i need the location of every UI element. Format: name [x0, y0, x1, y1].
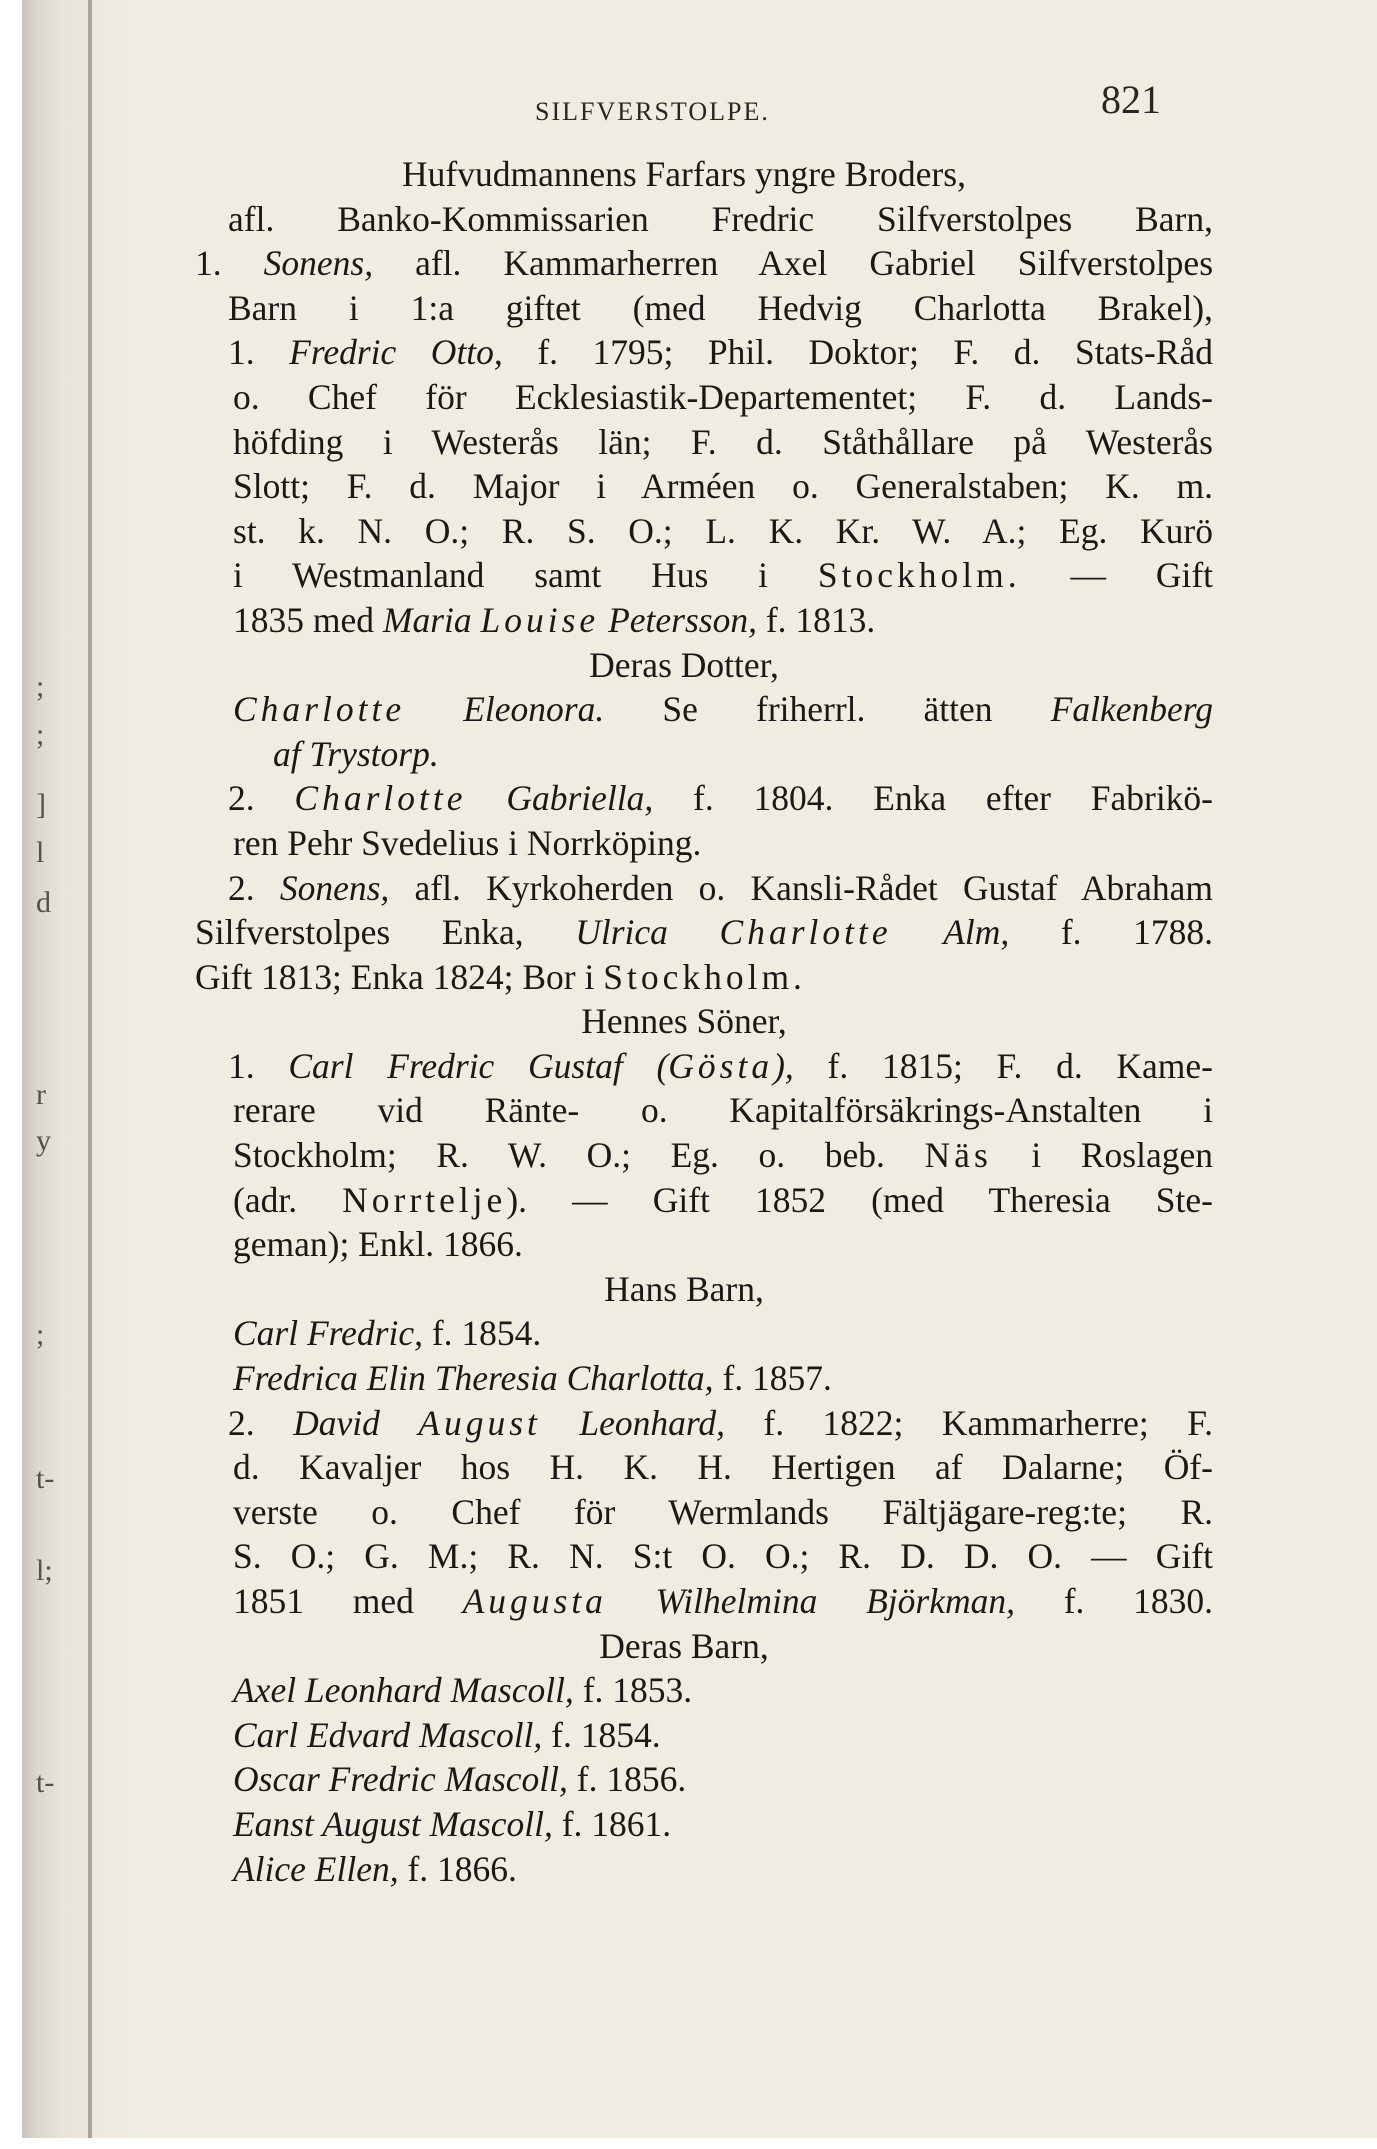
text-line: Carl Edvard Mascoll, f. 1854. [233, 1714, 661, 1755]
text-line: st. k. N. O.; R. S. O.; L. K. Kr. W. A.; Eg. Kurö [233, 510, 1213, 551]
text-line: afl. Banko-Kommissarien Fredric Silfverstolpes Barn, [228, 198, 1213, 239]
text-line: verste o. Chef för Wermlands Fältjägare-reg:te; R. [233, 1491, 1213, 1532]
margin-mark: r [36, 1078, 46, 1111]
text-line: Stockholm; R. W. O.; Eg. o. beb. Näs i Roslagen [233, 1135, 1213, 1176]
subheading: Hennes Söner, [581, 1001, 787, 1042]
page-number: 821 [1101, 77, 1161, 122]
text-line: 1851 med Augusta Wilhelmina Björkman, f. 1830. [233, 1581, 1213, 1621]
text-line: 1835 med Maria Louise Petersson, f. 1813. [233, 599, 876, 640]
text-line: Alice Ellen, f. 1866. [233, 1848, 517, 1889]
text-line: Axel Leonhard Mascoll, f. 1853. [233, 1670, 693, 1711]
text-line: geman); Enkl. 1866. [233, 1224, 523, 1265]
text-line: ren Pehr Svedelius i Norrköping. [233, 822, 702, 863]
page-header [195, 60, 1213, 152]
text-line: af Trystorp. [273, 733, 439, 774]
text-line: Carl Fredric, f. 1854. [233, 1313, 542, 1354]
text-line: Silfverstolpes Enka, Ulrica Charlotte Alm, f. 1788. [195, 912, 1214, 953]
margin-mark: l [36, 836, 45, 869]
text-line: Oscar Fredric Mascoll, f. 1856. [233, 1759, 687, 1800]
page-text-block [195, 60, 1213, 1891]
text-line: 2. David August Leonhard, f. 1822; Kammarherre; F. [228, 1402, 1213, 1443]
text-line: Eanst August Mascoll, f. 1861. [233, 1803, 672, 1844]
text-line: Barn i 1:a giftet (med Hedvig Charlotta Brakel), [228, 287, 1213, 328]
text-line: 2. Sonens, afl. Kyrkoherden o. Kansli-Rådet Gustaf Abraham [228, 867, 1213, 908]
margin-mark: d [36, 886, 51, 919]
text-line: Charlotte Eleonora. Se friherrl. ätten Falkenberg [233, 689, 1213, 730]
scan-bottom-edge [0, 2138, 1377, 2149]
text-line: höfding i Westerås län; F. d. Ståthållare på Westerås [233, 421, 1213, 462]
text-line: 1. Sonens, afl. Kammarherren Axel Gabriel Silfverstolpes [195, 243, 1214, 284]
book-gutter [22, 0, 132, 2149]
margin-mark: ; [36, 718, 45, 751]
margin-mark: ; [36, 1318, 45, 1351]
text-line: rerare vid Ränte- o. Kapitalförsäkrings-Anstalten i [233, 1090, 1213, 1131]
text-line: Fredrica Elin Theresia Charlotta, f. 1857. [233, 1358, 832, 1399]
text-line: 1. Carl Fredric Gustaf (Gösta), f. 1815; F. d. Kame- [228, 1045, 1214, 1086]
page-fold-line [88, 0, 92, 2149]
margin-mark: t- [36, 1766, 55, 1799]
text-line: Gift 1813; Enka 1824; Bor i Stockholm. [195, 956, 806, 997]
text-line: i Westmanland samt Hus i Stockholm. — Gift [233, 555, 1213, 596]
margin-mark: t- [36, 1462, 55, 1495]
margin-mark: ; [36, 670, 45, 703]
text-line: S. O.; G. M.; R. N. S:t O. O.; R. D. D. O. — Gift [233, 1536, 1213, 1577]
subheading: Deras Dotter, [589, 644, 779, 685]
margin-mark: y [36, 1124, 51, 1157]
subheading: Hans Barn, [604, 1268, 764, 1309]
text-line: Slott; F. d. Major i Arméen o. Generalstaben; K. m. [233, 466, 1213, 507]
scan-left-edge [0, 0, 22, 2149]
margin-mark: l; [36, 1554, 53, 1587]
margin-mark: ] [36, 788, 46, 821]
text-line: o. Chef för Ecklesiastik-Departementet; F. d. Lands- [233, 376, 1213, 417]
text-line: 1. Fredric Otto, f. 1795; Phil. Doktor; F. d. Stats-Råd [228, 332, 1213, 373]
text-line: (adr. Norrtelje). — Gift 1852 (med Theresia Ste- [233, 1179, 1213, 1220]
subheading: Deras Barn, [599, 1625, 769, 1666]
text-line: 2. Charlotte Gabriella, f. 1804. Enka efter Fabrikö- [228, 778, 1214, 819]
text-line: d. Kavaljer hos H. K. H. Hertigen af Dalarne; Öf- [233, 1447, 1213, 1488]
section-heading: Hufvudmannens Farfars yngre Broders, [402, 154, 966, 194]
running-head: SILFVERSTOLPE. [535, 97, 770, 126]
